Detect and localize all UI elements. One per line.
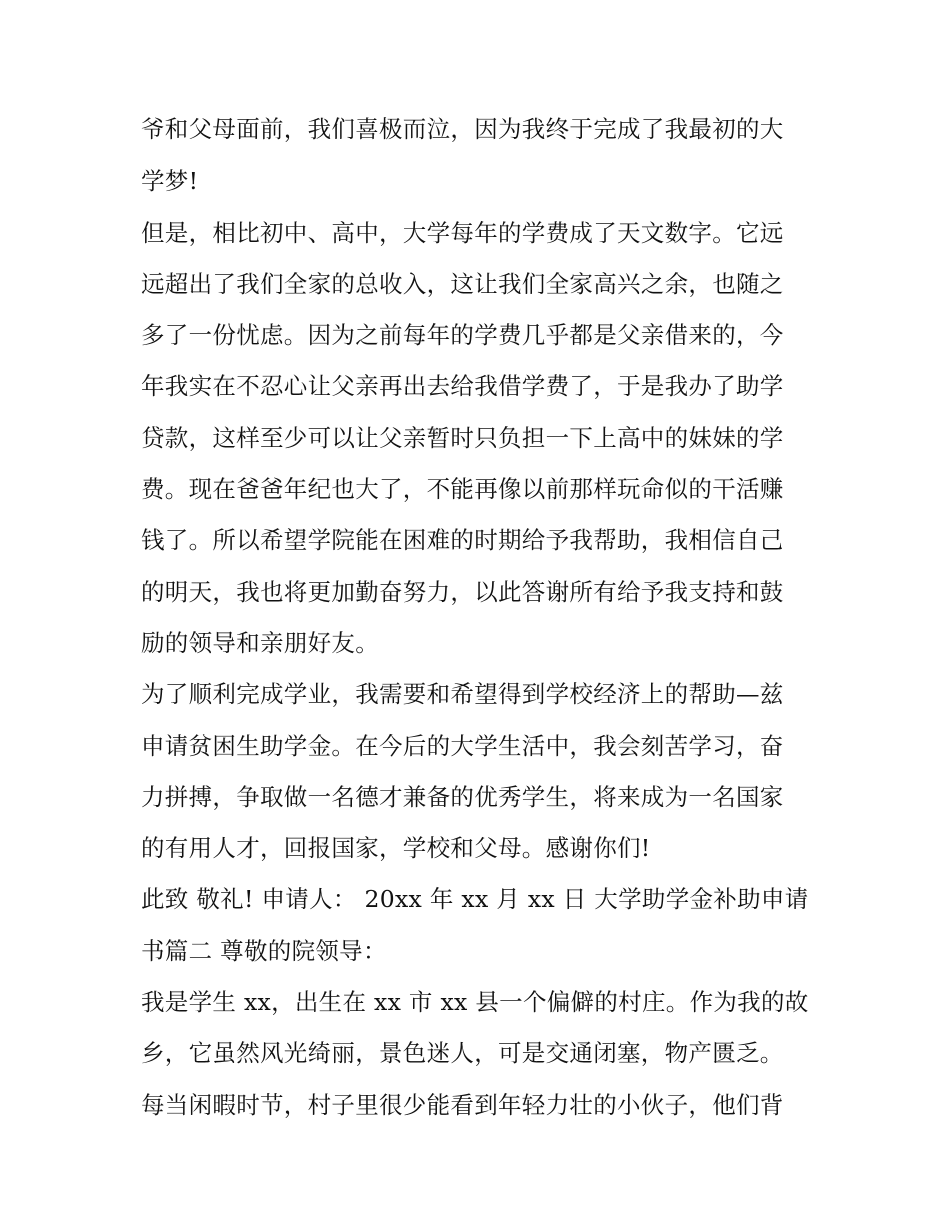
text-line-3: 但是，相比初中、高中，大学每年的学费成了天文数字。它远 [141,219,784,247]
text-line-11: 励的领导和亲朋好友。 [141,629,379,657]
text-line-18: 我是学生 xx，出生在 xx 市 xx 县一个偏僻的村庄。作为我的故 [141,988,809,1016]
text-line-4: 远超出了我们全家的总收入，这让我们全家高兴之余，也随之 [141,270,784,298]
text-line-16: 此致 敬礼! 申请人： 20xx 年 xx 月 xx 日 大学助学金补助申请 [141,885,809,913]
text-line-7: 贷款，这样至少可以让父亲暂时只负担一下上高中的妹妹的学 [141,424,784,452]
text-line-12: 为了顺利完成学业，我需要和希望得到学校经济上的帮助—兹 [141,680,784,708]
text-line-15: 的有用人才，回报国家，学校和父母。感谢你们! [141,834,651,862]
text-line-20: 每当闲暇时节，村子里很少能看到年轻力壮的小伙子，他们背 [141,1091,784,1119]
text-line-14: 力拼搏，争取做一名德才兼备的优秀学生，将来成为一名国家 [141,783,784,811]
text-line-10: 的明天，我也将更加勤奋努力，以此答谢所有给予我支持和鼓 [141,578,784,606]
text-line-9: 钱了。所以希望学院能在困难的时期给予我帮助，我相信自己 [141,526,784,554]
text-line-8: 费。现在爸爸年纪也大了，不能再像以前那样玩命似的干活赚 [141,475,784,503]
text-line-5: 多了一份忧虑。因为之前每年的学费几乎都是父亲借来的，今 [141,321,784,349]
text-line-2: 学梦! [141,167,199,195]
text-line-17: 书篇二 尊敬的院领导： [141,937,387,965]
text-line-13: 申请贫困生助学金。在今后的大学生活中，我会刻苦学习，奋 [141,732,784,760]
text-line-1: 爷和父母面前，我们喜极而泣，因为我终于完成了我最初的大 [141,115,784,143]
text-line-6: 年我实在不忍心让父亲再出去给我借学费了，于是我办了助学 [141,372,784,400]
text-line-19: 乡，它虽然风光绮丽，景色迷人，可是交通闭塞，物产匮乏。 [141,1039,784,1067]
